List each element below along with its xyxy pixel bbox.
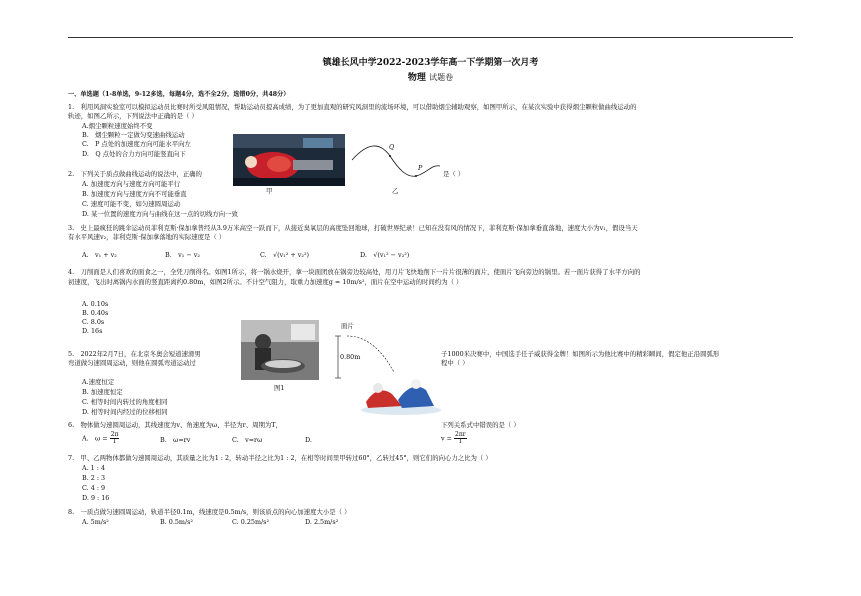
q8-option-a: A. 5m/s² bbox=[82, 518, 109, 526]
q4-stem-line1: 4. 刀削面是人们喜欢的面食之一，全凭刀削得名。如图1所示，将一锅水烧开，拿一块面团放在锅旁边较高处，用刀片飞快地削下一片片很薄的面片，使面片飞向旁边的锅里。若一面片获得了水平方向的 bbox=[68, 268, 641, 276]
q6-option-d-label: D. bbox=[305, 436, 312, 444]
wind-tunnel-photo bbox=[233, 134, 345, 186]
q5-option-a: A.速度恒定 bbox=[82, 378, 115, 386]
q5-stem-line1-head: 5. 2022年2月7日，在北京冬奥会短道速滑男 bbox=[68, 350, 201, 358]
q4-option-a: A. 0.10s bbox=[82, 300, 109, 308]
q6-option-a bbox=[82, 432, 119, 445]
q3-stem-line1: 3. 史上最疯狂的跳伞运动员菲利克斯·保加拿普经从3.9万米高空一跃而下，从接近臭氧层的高度坠回地球，打破世界纪录！已知在没有风的情况下，菲利克斯·保加拿垂直落地，速度大小为v₁，假设当天 bbox=[68, 224, 638, 232]
skater-photo bbox=[358, 372, 444, 416]
trajectory-figure bbox=[350, 140, 442, 188]
fig1-label: 图1 bbox=[274, 384, 285, 392]
fig-label-jia: 甲 bbox=[266, 187, 273, 195]
q7-option-d: D. 9 : 16 bbox=[82, 494, 110, 502]
q5-stem-line2-tail: 程中（ ） bbox=[441, 359, 469, 367]
q2-stem-tail: 是（ ） bbox=[443, 170, 465, 178]
q5-stem-line2-head: 弯道做匀速圆周运动，则他在圆弧弯道运动过 bbox=[68, 359, 196, 367]
noodle-photo bbox=[241, 320, 319, 380]
q7-stem: 7. 甲、乙两物体都做匀速圆周运动，其质量之比为1 : 2，转动半径之比为1 : 2，在相等时间里甲转过60°，乙转过45°，则它们的向心力之比为（ ） bbox=[68, 454, 492, 462]
q7-option-c: C. 4 : 9 bbox=[82, 484, 106, 492]
q2-option-c: C. 速度可能不变，如匀速圆周运动 bbox=[82, 200, 181, 208]
q1-option-a: A.烟尘颗粒速度始终不变 bbox=[82, 122, 153, 130]
q8-stem: 8. 一质点做匀速圆周运动，轨道半径0.1m，线速度是0.5m/s，则该质点的向心加速度大小是（ ） bbox=[68, 508, 351, 516]
q4-option-d: D. 16s bbox=[82, 327, 103, 335]
q4-option-c: C. 8.0s bbox=[82, 318, 105, 326]
exam-subtitle bbox=[0, 70, 861, 83]
q6-a-denominator: T bbox=[112, 438, 117, 445]
q6-a-numerator: 2π bbox=[110, 431, 119, 438]
subject-name: 物理 bbox=[407, 73, 426, 83]
q8-option-c: C. 0.25m/s² bbox=[232, 518, 270, 526]
point-q-label: Q bbox=[389, 143, 395, 151]
subtitle-rest: 试题卷 bbox=[429, 73, 454, 82]
q2-option-b: B. 加速度方向与速度方向不可能垂直 bbox=[82, 190, 187, 198]
q6-option-d-formula bbox=[441, 432, 467, 445]
q6-d-numerator: 2πr bbox=[455, 431, 466, 438]
label-noodle-piece: 面片 bbox=[341, 322, 354, 330]
point-p-dot bbox=[415, 175, 417, 177]
q5-option-d: D. 相等时间内经过的位移相同 bbox=[82, 408, 168, 416]
q3-stem-line2: 有水平风速v₂，菲利克斯·保加拿落地的实际速度是（ ） bbox=[68, 233, 226, 241]
q3-option-c: C. √(v₁² + v₂²) bbox=[260, 251, 310, 259]
q6-option-d-prefix: v = bbox=[441, 434, 452, 443]
fig-label-yi: 乙 bbox=[392, 187, 399, 195]
q1-option-b: B. 烟尘颗粒一定做匀变速曲线运动 bbox=[82, 131, 185, 139]
q4-option-b: B. 0.40s bbox=[82, 309, 109, 317]
q5-stem-line1-tail: 子1000米决赛中，中国选手任子威获得金牌！如图所示为他比赛中的精彩瞬间，假定他正沿圆弧形 bbox=[441, 350, 720, 358]
q5-option-b: B. 加速度恒定 bbox=[82, 388, 123, 396]
q2-stem-line1: 2. 下列关于质点做曲线运动的说法中，正确的 bbox=[68, 170, 202, 178]
q2-option-a: A. 加速度方向与速度方向可能平行 bbox=[82, 180, 181, 188]
label-height: 0.80m bbox=[340, 353, 361, 361]
top-rule bbox=[68, 37, 793, 38]
q1-option-d: D. Q 点处的合力方向可能竖直向下 bbox=[82, 150, 186, 158]
q7-option-b: B. 2 : 3 bbox=[82, 474, 106, 482]
exam-title: 镇雄长风中学2022-2023学年高一下学期第一次月考 bbox=[322, 58, 539, 68]
q5-option-c: C. 相等时间内转过的角度相同 bbox=[82, 398, 168, 406]
q6-option-a-prefix: A. ω = bbox=[82, 434, 108, 443]
q3-option-d: D. √(v₁² − v₂²) bbox=[360, 251, 410, 259]
q1-stem-line1: 1. 利用风洞实验室可以模拟运动员比赛时所受风阻情况，帮助运动员提高成绩，为了更加直观的研究风洞里的流场环境，可以借助烟尘辅助观察，如图甲所示，在某次实验中获得烟尘颗粒做曲线运动的 bbox=[68, 103, 637, 111]
q6-stem-tail: 下列关系式中错误的是（ ） bbox=[441, 421, 520, 429]
q8-option-d: D. 2.5m/s² bbox=[305, 518, 339, 526]
q1-option-c: C. P 点处的加速度方向可能水平向左 bbox=[82, 140, 191, 148]
q6-option-c: C. v=rω bbox=[232, 436, 263, 444]
q8-option-b: B. 0.5m/s² bbox=[160, 518, 193, 526]
q4-stem-line2: 初速度，飞出时离锅内水面的竖直距离约0.80m，如图2所示。不计空气阻力，取重力加速度g = 10m/s²，面片在空中运动的时间约为（ ） bbox=[68, 278, 463, 286]
q1-stem-line2: 轨迹，如图乙所示，下列说法中正确的是（ ） bbox=[68, 112, 198, 120]
q6-option-a-fraction bbox=[110, 432, 120, 445]
q2-option-d: D. 某一位置的速度方向与曲线在这一点的切线方向一致 bbox=[82, 210, 238, 218]
q6-stem-line1: 6. 物体做匀速圆周运动，其线速度为v、角速度为ω、半径为r、周期为T， bbox=[68, 421, 282, 429]
point-p-label: P bbox=[418, 164, 423, 172]
q3-option-b: B. v₁ − v₂ bbox=[165, 251, 200, 259]
q6-option-d-fraction bbox=[454, 432, 467, 445]
q7-option-a: A. 1 : 4 bbox=[82, 464, 106, 472]
q6-option-b: B. ω=rv bbox=[160, 436, 191, 444]
q3-option-a: A. v₁ + v₂ bbox=[82, 251, 117, 259]
q6-d-denominator: T bbox=[458, 438, 463, 445]
section-heading: 一、单选题（1-8单选，9-12多选，每题4分，选不全2分，选错0分，共48分） bbox=[68, 91, 290, 98]
point-q-dot bbox=[389, 155, 391, 157]
